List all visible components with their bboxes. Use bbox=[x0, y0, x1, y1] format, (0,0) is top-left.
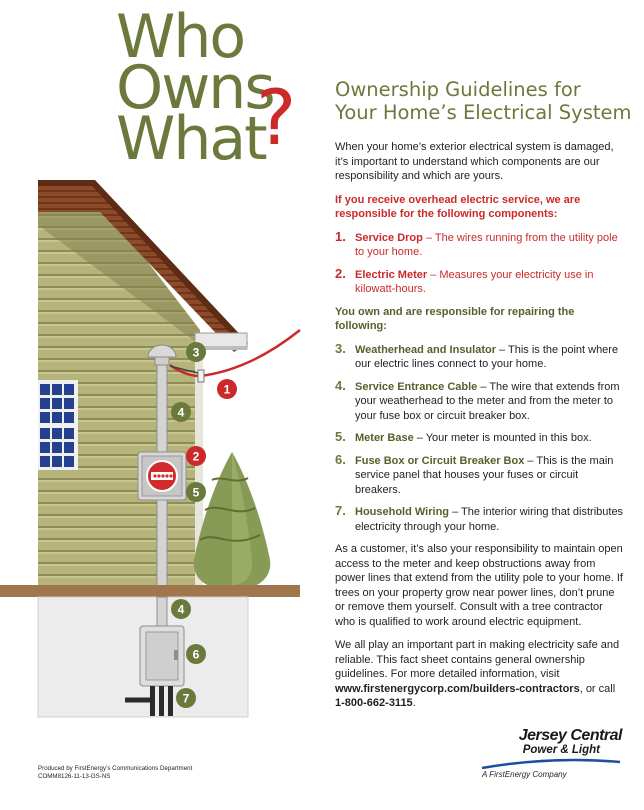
list-item-description: – The wire that extends from your weatherhead to the meter and from the meter to your fuse box or circuit breaker box. bbox=[355, 380, 620, 422]
list-item-number: 5. bbox=[335, 429, 346, 444]
logo-name-line2: Power & Light bbox=[522, 744, 600, 756]
list-item-number: 1. bbox=[335, 228, 346, 244]
website-link[interactable]: www.firstenergycorp.com/builders-contractors bbox=[335, 682, 580, 695]
hero-title bbox=[116, 2, 336, 174]
callout-4-upper bbox=[171, 402, 191, 422]
list-item-number: 6. bbox=[335, 451, 346, 467]
list-item bbox=[335, 228, 625, 260]
closing-paragraph: We all play an important part in making electricity safe and reliable. This fact sheet contains general ownership guidelines. For more detailed information, visit www.firstenergycorp.com/builders-contractors, or call 1-800-662-3115. bbox=[335, 639, 620, 709]
list-item bbox=[335, 265, 625, 297]
tree bbox=[192, 449, 270, 593]
list-item-description: – The wires running from the utility pole to your home. bbox=[355, 231, 618, 258]
list-item bbox=[335, 451, 625, 498]
list-item-term: Meter Base bbox=[355, 432, 414, 444]
list-item-description: – This is the point where our electric lines connect to your home. bbox=[355, 343, 619, 370]
customer-paragraph: As a customer, it’s also your responsibility to maintain open access to the meter and keep obstructions away from power lines that extend from the utility pole to your home. If trees on your property grow near power lines, don’t prune or remove them yourself. Consult with a tree contractor who is qualified to work around electric equipment. bbox=[335, 543, 623, 628]
svg-text:7: 7 bbox=[182, 691, 190, 706]
utility-list bbox=[335, 228, 625, 297]
logo-name-line1: Jersey Central bbox=[518, 727, 622, 744]
hero-line-owns: Owns bbox=[116, 53, 274, 123]
svg-text:4: 4 bbox=[177, 602, 185, 617]
customer-heading: You own and are responsible for repairing the following: bbox=[335, 305, 575, 332]
phone-number: 1-800-662-3115 bbox=[335, 697, 413, 709]
list-item-term: Fuse Box or Circuit Breaker Box bbox=[355, 454, 525, 467]
list-item bbox=[335, 431, 625, 446]
svg-text:6: 6 bbox=[192, 647, 200, 662]
list-item-term: Electric Meter bbox=[355, 268, 428, 281]
hero-question-mark: ? bbox=[256, 73, 295, 162]
list-item bbox=[335, 377, 625, 424]
svg-text:3: 3 bbox=[192, 345, 200, 360]
list-item-number: 4. bbox=[335, 377, 346, 393]
list-item-description: – The interior wiring that distributes electricity through your home. bbox=[355, 506, 624, 533]
svg-text:2: 2 bbox=[192, 449, 200, 464]
list-item-term: Service Drop bbox=[355, 231, 423, 244]
intro-paragraph: When your home’s exterior electrical system is damaged, it’s important to understand which components are our responsibility and which are yours. bbox=[335, 141, 614, 182]
utility-heading: If you receive overhead electric service, we are responsible for the following components: bbox=[335, 193, 581, 220]
list-item-description: – Your meter is mounted in this box. bbox=[413, 432, 592, 444]
list-item-number: 2. bbox=[335, 265, 346, 281]
company-logo bbox=[472, 728, 622, 779]
footer-credits: Produced by FirstEnergy’s Communications Department COMM8126-11-13-GS-NS bbox=[38, 765, 193, 780]
list-item-term: Household Wiring bbox=[355, 506, 450, 518]
svg-text:4: 4 bbox=[177, 405, 185, 420]
callout-6 bbox=[186, 644, 206, 664]
house-illustration bbox=[0, 180, 310, 720]
list-item bbox=[335, 505, 625, 534]
list-item-number: 3. bbox=[335, 340, 346, 356]
logo-tagline: A FirstEnergy Company bbox=[482, 770, 567, 779]
callout-3 bbox=[186, 342, 206, 362]
callout-7 bbox=[176, 688, 196, 708]
callout-1 bbox=[217, 379, 237, 399]
callout-5 bbox=[186, 482, 206, 502]
callout-2 bbox=[186, 446, 206, 466]
list-item-term: Weatherhead and Insulator bbox=[355, 343, 496, 356]
list-item-number: 7. bbox=[335, 503, 346, 518]
list-item-description: – This is the main service panel that houses your fuses or circuit breakers. bbox=[355, 454, 614, 496]
page-subtitle: Ownership Guidelines for Your Home’s Electrical System bbox=[335, 78, 632, 124]
hero-line-who: Who bbox=[116, 2, 245, 72]
window bbox=[38, 380, 78, 470]
logo-swoosh-icon bbox=[472, 758, 622, 772]
list-item bbox=[335, 340, 625, 372]
svg-text:5: 5 bbox=[192, 485, 200, 500]
customer-list bbox=[335, 340, 625, 535]
main-content bbox=[335, 140, 625, 720]
svg-text:1: 1 bbox=[223, 382, 231, 397]
hero-line-what: What ? bbox=[116, 73, 295, 174]
list-item-term: Service Entrance Cable bbox=[355, 380, 478, 393]
list-item-description: – Measures your electricity use in kilowatt-hours. bbox=[355, 268, 594, 295]
callout-4-lower bbox=[171, 599, 191, 619]
